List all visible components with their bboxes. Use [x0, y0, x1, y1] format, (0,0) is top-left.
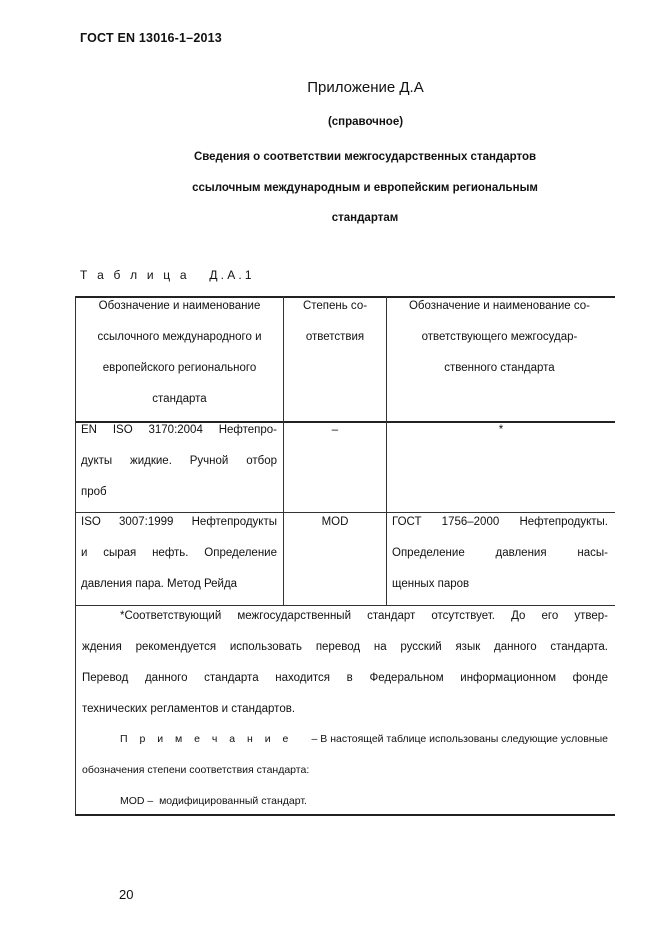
degree-cell: MOD: [321, 516, 349, 528]
document-code: ГОСТ EN 13016-1–2013: [80, 31, 222, 45]
header-line: ответствия: [305, 331, 365, 343]
table-row: [81, 507, 277, 600]
interstate-line: щенных паров: [392, 578, 470, 590]
reference-line: давления пара. Метод Рейда: [81, 578, 238, 590]
appendix-description-line: стандартам: [331, 212, 399, 224]
table-label: Т а б л и ц а Д.А.1: [80, 268, 255, 282]
interstate-cell: [392, 507, 608, 600]
note-mod-line: MOD – модифицированный стандарт.: [120, 795, 307, 807]
note-second-line: обозначения степени соответствия стандарта:: [82, 764, 310, 776]
reference-line: и сырая нефть. Определение: [81, 547, 277, 559]
appendix-subtitle: (справочное): [327, 116, 404, 128]
footnote-line: *Соответствующий межгосударственный стандарт отсутствует. До его утвер-: [120, 610, 608, 622]
table-header-interstate: [387, 291, 612, 384]
reference-line: проб: [81, 486, 107, 498]
table-row: [81, 415, 277, 508]
appendix-title: Приложение Д.А: [307, 79, 424, 96]
appendix-description-line: Сведения о соответствии межгосударственных стандартов: [193, 151, 537, 163]
header-line: ссылочного международного и: [97, 331, 262, 343]
reference-line: дукты жидкие. Ручной отбор: [81, 455, 277, 467]
table-footnote: [82, 601, 608, 725]
interstate-cell: *: [498, 424, 504, 436]
appendix-description: [160, 142, 570, 234]
degree-cell: –: [331, 424, 339, 436]
footnote-line: Перевод данного стандарта находится в Федеральном информационном фонде: [82, 672, 608, 684]
note-label: П р и м е ч а н и е: [120, 733, 293, 745]
header-line: ответствующего межгосудар-: [421, 331, 578, 343]
footnote-line: ждения рекомендуется использовать перевод на русский язык данного стандарта.: [82, 641, 608, 653]
interstate-line: Определение давления насы-: [392, 547, 608, 559]
note-text: – В настоящей таблице использованы следующие условные: [308, 733, 608, 745]
reference-line: EN ISO 3170:2004 Нефтепро-: [81, 424, 277, 436]
header-line: ственного стандарта: [444, 362, 555, 374]
table-header-degree: [284, 291, 386, 353]
header-line: Степень со-: [302, 300, 368, 312]
header-line: Обозначение и наименование: [98, 300, 261, 312]
header-line: Обозначение и наименование со-: [408, 300, 590, 312]
interstate-line: ГОСТ 1756–2000 Нефтепродукты.: [392, 516, 608, 528]
page-number: 20: [119, 887, 134, 902]
header-line: стандарта: [152, 393, 207, 405]
table-header-reference: [76, 291, 283, 415]
header-line: европейского регионального: [102, 362, 257, 374]
footnote-line: технических регламентов и стандартов.: [82, 703, 296, 715]
appendix-description-line: ссылочным международным и европейским региональным: [192, 181, 538, 194]
reference-line: ISO 3007:1999 Нефтепродукты: [81, 516, 277, 528]
note-first-line: [120, 724, 608, 755]
